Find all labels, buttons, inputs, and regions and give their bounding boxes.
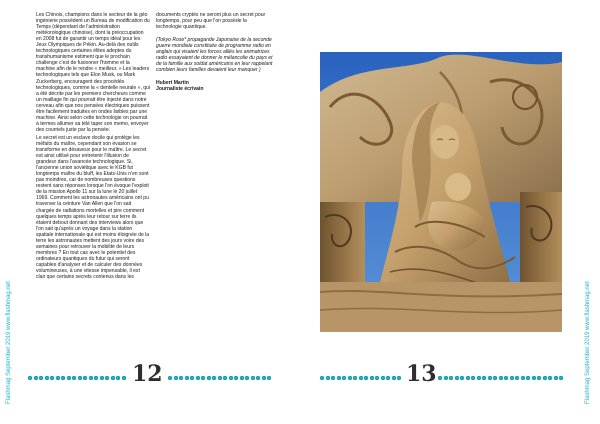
decorative-dot	[543, 376, 547, 380]
sand-sculpture-illustration	[320, 52, 562, 332]
decorative-dot	[196, 376, 200, 380]
paragraph-3: documents cryptés ne seront plus un secret pour longtemps, pour peu que l'on possède la technologie quantique.	[156, 12, 266, 31]
decorative-dot	[34, 376, 38, 380]
decorative-dot	[89, 376, 93, 380]
decorative-dot	[548, 376, 552, 380]
sand-sculpture-photo	[320, 52, 562, 332]
decorative-dot	[168, 376, 172, 380]
decorative-dot	[72, 376, 76, 380]
decorative-dot	[554, 376, 558, 380]
decorative-dot	[83, 376, 87, 380]
decorative-dot	[223, 376, 227, 380]
decorative-dot	[240, 376, 244, 380]
article-column-1	[36, 12, 150, 282]
decorative-dot	[460, 376, 464, 380]
decorative-dot	[359, 376, 363, 380]
decorative-dot	[488, 376, 492, 380]
decorative-dot	[375, 376, 379, 380]
author-signature	[156, 80, 274, 92]
decorative-dot	[56, 376, 60, 380]
paragraph-2: Le secret est un esclave docile qui protège les méfaits du maître, cependant son évasion se transforme en désaveux pour le maître. Le secret est ainsi utilisé pour entretenir l'illusion de grandeur dans l'avancée technologique. Si, l'ancienne union soviétique avec le KGB fut longtemps maître du bluff, les Etats-Unis n'en sont pas moindres, car de nombreuses questions restent sans réponses lorsque l'on évoque l'exploit de la mission Apollo 11 sur la lune le 20 juillet 1969. Comment les astronautes américains ont pu traverser la ceinture Van Allen que l'on sait chargée de radiations mortelles et pire comment quelques temps après leur retour sur terre ils étaient debout donnant des interviews alors que l'on sait qu'après un voyage dans la station spatiale internationale qui est moins éloignée de la terre les astronautes mettent des jours voire des semaines pour retrouver la mobilité de leurs membres ? En tout cas avec le potentiel des ordinateurs quantiques du futur qui seront capables d'analyser et de calculer des données volumineuses, à une vitesse impensable, il est clair que certains secrets contenus dans les	[36, 134, 150, 281]
decorative-dot	[245, 376, 249, 380]
decorative-dot	[185, 376, 189, 380]
decorative-dot	[455, 376, 459, 380]
decorative-dots-left-2	[168, 375, 271, 381]
decorative-dot	[212, 376, 216, 380]
decorative-dot	[342, 376, 346, 380]
side-caption-right: Flashmag September 2019 www.flashmag.net	[585, 281, 591, 404]
decorative-dots-right-2	[438, 375, 563, 381]
decorative-dot	[526, 376, 530, 380]
decorative-dot	[521, 376, 525, 380]
side-caption-left: Flashmag September 2019 www.flashmag.net	[6, 281, 12, 404]
decorative-dot	[61, 376, 65, 380]
author-role: Journaliste écrivain	[156, 86, 204, 93]
decorative-dot	[449, 376, 453, 380]
decorative-dot	[537, 376, 541, 380]
decorative-dot	[67, 376, 71, 380]
decorative-dot	[499, 376, 503, 380]
decorative-dot	[493, 376, 497, 380]
decorative-dot	[50, 376, 54, 380]
decorative-dot	[515, 376, 519, 380]
page-number-right: 13	[406, 361, 437, 387]
decorative-dot	[201, 376, 205, 380]
decorative-dot	[45, 376, 49, 380]
decorative-dot	[100, 376, 104, 380]
decorative-dot	[262, 376, 266, 380]
decorative-dot	[174, 376, 178, 380]
article-column-2	[156, 12, 274, 95]
decorative-dot	[190, 376, 194, 380]
decorative-dot	[331, 376, 335, 380]
decorative-dot	[116, 376, 120, 380]
decorative-dot	[337, 376, 341, 380]
decorative-dot	[353, 376, 357, 380]
decorative-dot	[326, 376, 330, 380]
decorative-dot	[392, 376, 396, 380]
decorative-dot	[466, 376, 470, 380]
decorative-dot	[28, 376, 32, 380]
decorative-dot	[381, 376, 385, 380]
decorative-dot	[111, 376, 115, 380]
decorative-dot	[78, 376, 82, 380]
paragraph-1: Les Chinois, champions dans le secteur de la géo ingénierie possèdent un Bureau de modification du Temps (dépendant de l'administration météorologique chinoise), dont la préoccupation en 2008 fut de garantir un temps idéal pour les Jeux Olympiques de Pékin. Au-delà des outils technologiques certaines élites adeptes du transhumanisme estiment que le prochain challenge c'est de fusionner l'homme et la machine afin de le rendre « meilleur. » Les leaders technologiques tels que Elon Musk, ou Mark Zuckerberg, encouragent des procédés technologiques, comme la « dentelle neurale », qui a été décrite par les premiers chercheurs comme un maillage fin qui pourrait être injecté dans notre cerveau afin que nos pensées électriques puissent être facilement traduites en ondes lisibles par une machine. Ainsi selon cette technologie on pourrait à termes allumer sa télé taper son memo, envoyer des courriels juste par la pensée.	[36, 12, 150, 133]
page-number-left: 12	[132, 361, 163, 387]
decorative-dot	[559, 376, 563, 380]
decorative-dot	[320, 376, 324, 380]
decorative-dot	[397, 376, 401, 380]
decorative-dot	[348, 376, 352, 380]
decorative-dot	[251, 376, 255, 380]
decorative-dot	[207, 376, 211, 380]
author-name: Hubert Martin	[156, 80, 189, 87]
decorative-dot	[122, 376, 126, 380]
decorative-dots-right	[320, 375, 401, 381]
decorative-dot	[504, 376, 508, 380]
decorative-dot	[94, 376, 98, 380]
decorative-dot	[482, 376, 486, 380]
decorative-dot	[477, 376, 481, 380]
decorative-dot	[386, 376, 390, 380]
decorative-dot	[370, 376, 374, 380]
decorative-dot	[267, 376, 271, 380]
decorative-dot	[438, 376, 442, 380]
decorative-dot	[256, 376, 260, 380]
decorative-dot	[218, 376, 222, 380]
decorative-dot	[179, 376, 183, 380]
decorative-dot	[229, 376, 233, 380]
decorative-dot	[444, 376, 448, 380]
decorative-dot	[510, 376, 514, 380]
decorative-dot	[105, 376, 109, 380]
decorative-dot	[234, 376, 238, 380]
decorative-dot	[471, 376, 475, 380]
footnote-quote: (Tokyo Rose* propagande Japonaise de la seconde guerre mondiale constituée de programme radio en anglais qui visaient les forces alliés les animatrices radio essayaient de donner le mélancolie du pays et de la famille aux soldat américains en leur rappelant combien leurs familles devaient leur manquer )	[156, 37, 273, 74]
decorative-dots-left	[28, 375, 126, 381]
decorative-dot	[39, 376, 43, 380]
decorative-dot	[532, 376, 536, 380]
decorative-dot	[364, 376, 368, 380]
